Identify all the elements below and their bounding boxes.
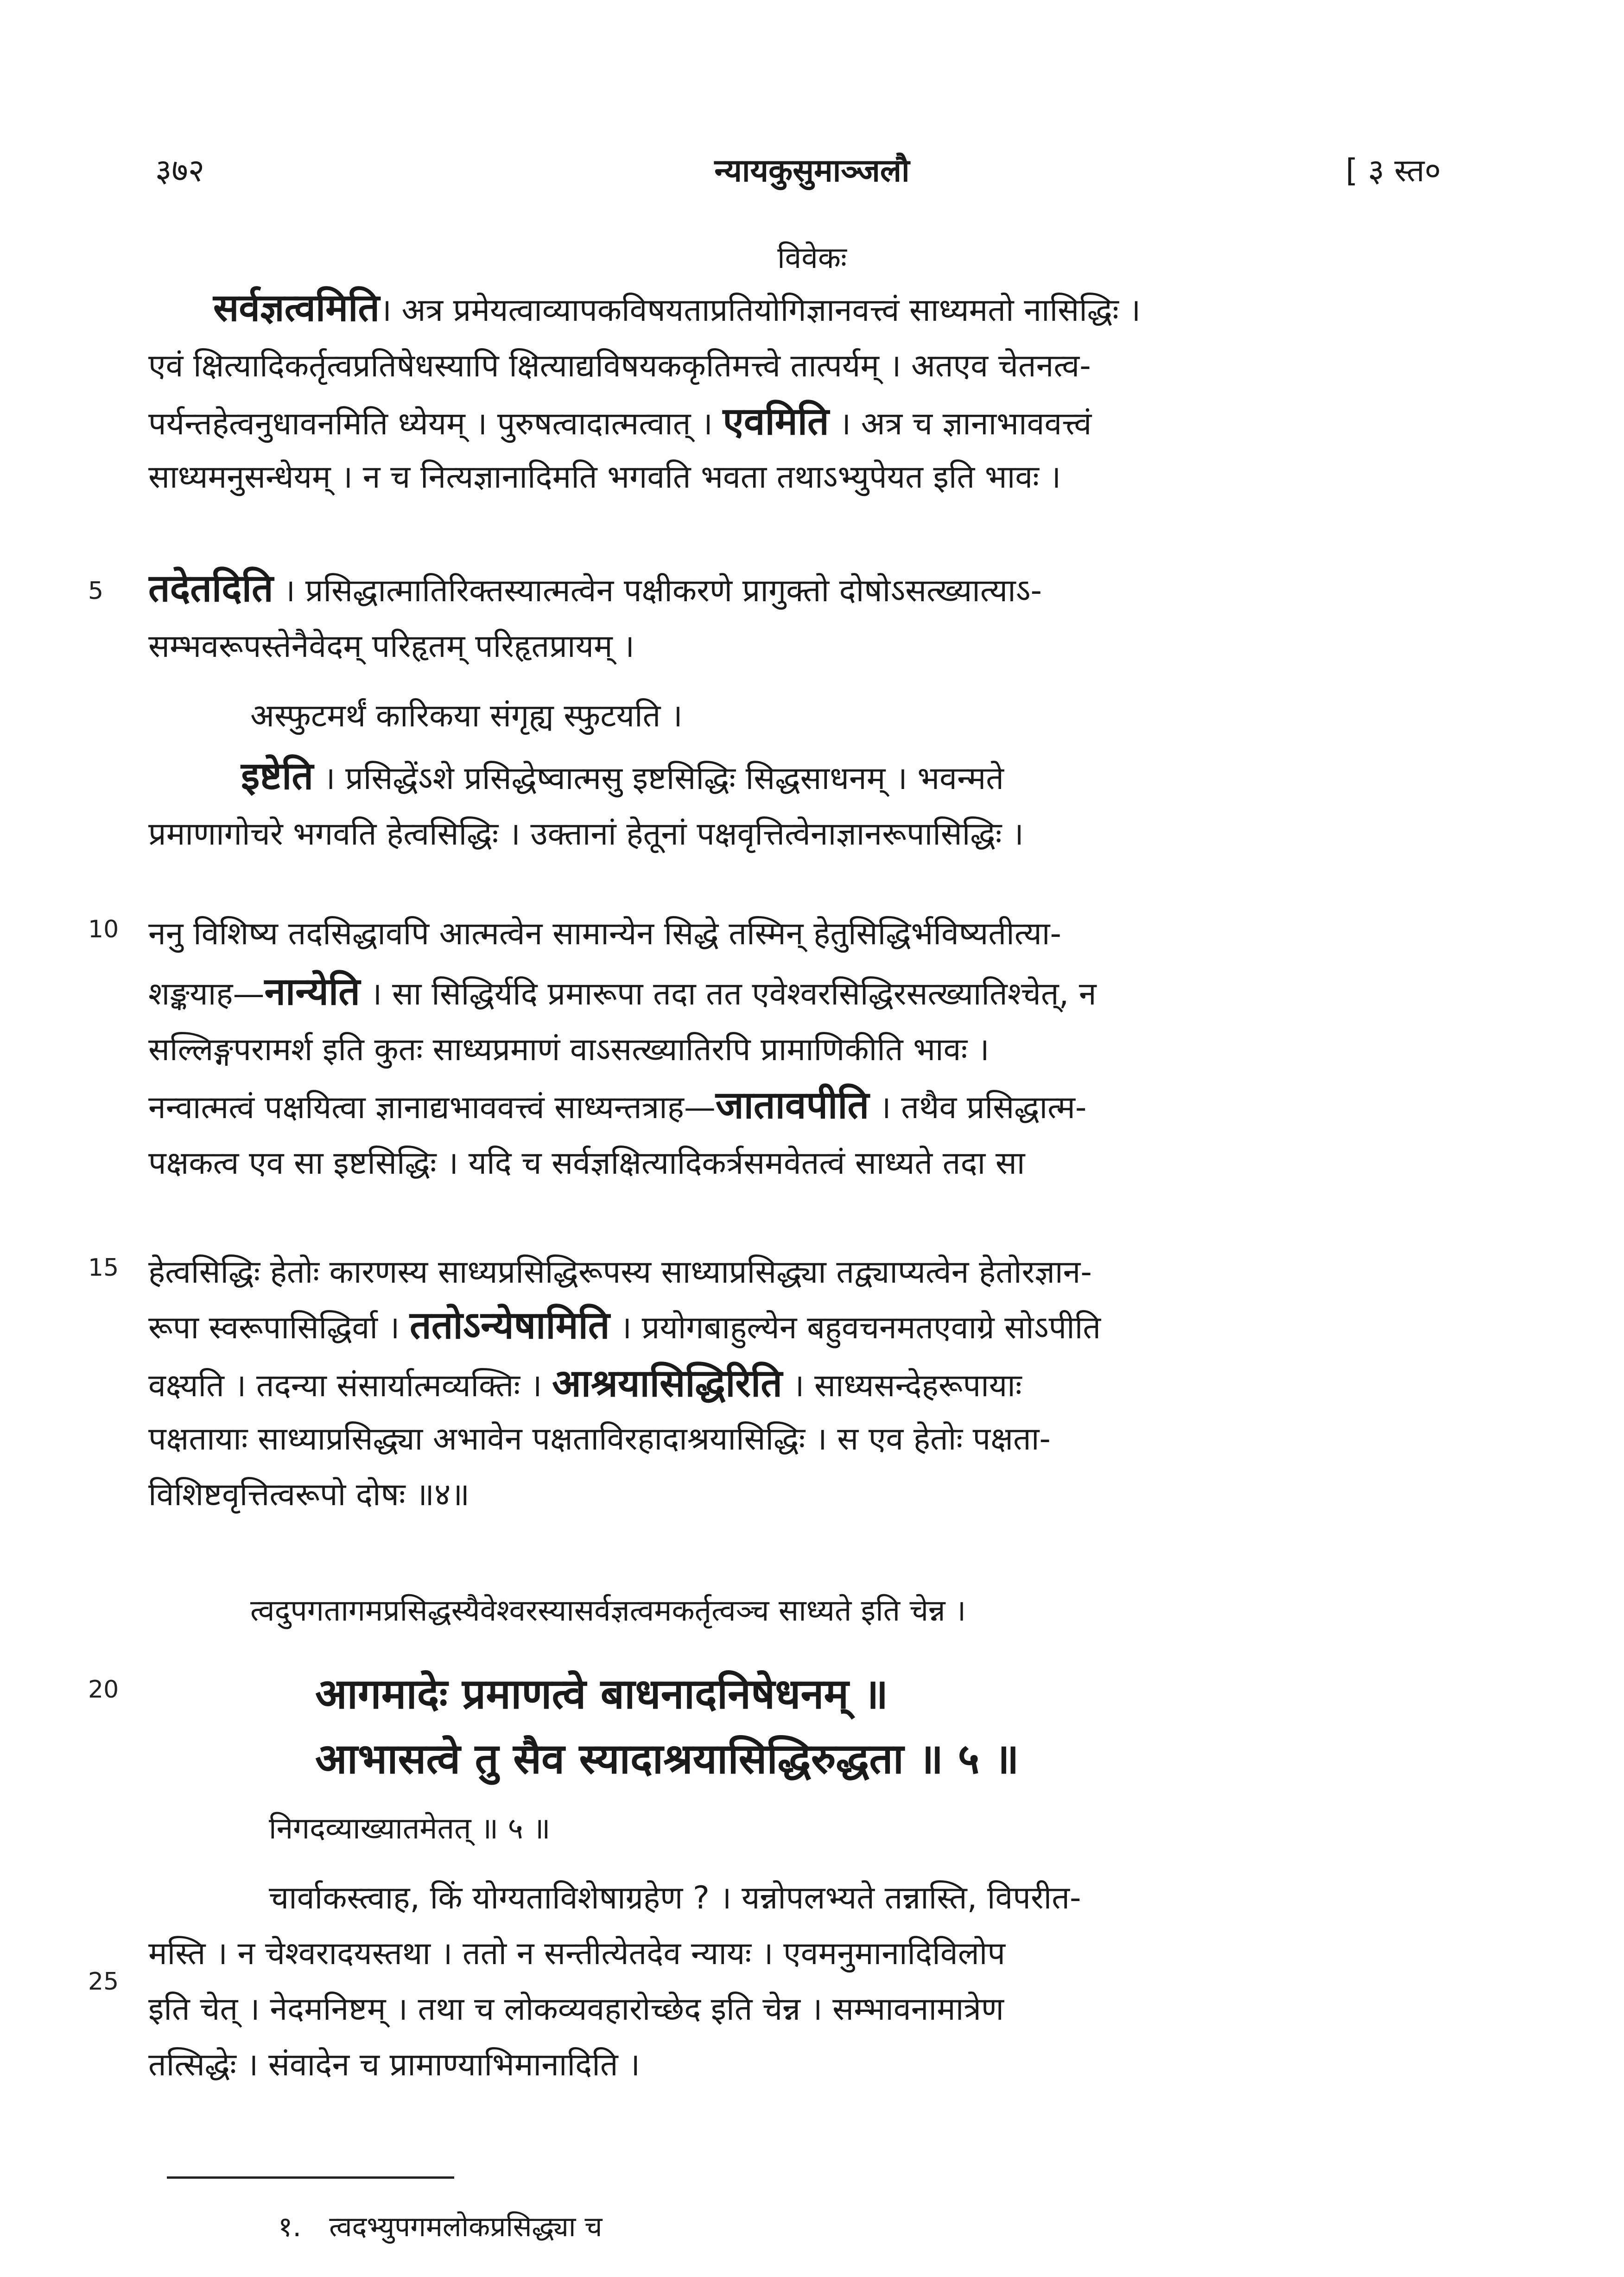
- text-line: वक्ष्यति । तदन्या संसार्यात्मव्यक्तिः । आश्रयासिद्धिरिति । साध्यसन्देहरूपायाः: [148, 1361, 1022, 1406]
- text-line: पक्षतायाः साध्याप्रसिद्ध्या अभावेन पक्षताविरहादाश्रयासिद्धिः । स एव हेतोः पक्षता-: [148, 1421, 1051, 1457]
- text-line: चार्वाकस्त्वाह, किं योग्यताविशेषाग्रहेण ? । यन्नोपलभ्यते तन्नास्ति, विपरीत-: [269, 1880, 1081, 1916]
- lemma: सर्वज्ञत्वमिति: [213, 286, 380, 330]
- text-line: साध्यमनुसन्धेयम् । न च नित्यज्ञानादिमति भगवति भवता तथाऽभ्युपेयत इति भावः ।: [148, 459, 1061, 496]
- line-number: 25: [88, 1968, 119, 1996]
- footnote-text: त्वदभ्युपगमलोकप्रसिद्ध्या च: [329, 2211, 603, 2243]
- text-line: तत्सिद्धेः । संवादेन च प्रामाण्याभिमानादिति ।: [148, 2047, 640, 2083]
- text-line: इष्टेति । प्रसिद्धेंऽशे प्रसिद्धेष्वात्मसु इष्टसिद्धिः सिद्धसाधनम् । भवन्मते: [241, 754, 1004, 798]
- text-line: एवं क्षित्यादिकर्तृत्वप्रतिषेधस्यापि क्षित्याद्यविषयककृतिमत्त्वे तात्पर्यम् । अतएव चेतनत्व-: [148, 348, 1091, 384]
- verse-line: आभासत्वे तु सैव स्यादाश्रयासिद्धिरुद्धता ॥ ५ ॥: [315, 1735, 1019, 1783]
- lemma: जातावपीति: [715, 1083, 869, 1127]
- lemma: तदेतदिति: [148, 566, 273, 611]
- text-line: शङ्कयाह—नान्येति । सा सिद्धिर्यदि प्रमारूपा तदा तत एवेश्वरसिद्धिरसत्ख्यातिश्चेत्, न: [148, 970, 1097, 1014]
- chapter-marker: [ ३ स्त०: [1345, 153, 1441, 189]
- text-line: पर्यन्तहेत्वनुधावनमिति ध्येयम् । पुरुषत्वादात्मत्वात् । एवमिति । अत्र च ज्ञानाभाववत्त्वं: [148, 400, 1092, 444]
- footnote-rule: [167, 2176, 454, 2179]
- text-line: सल्लिङ्गपरामर्श इति कुतः साध्यप्रमाणं वाऽसत्ख्यातिरपि प्रामाणिकीति भावः ।: [148, 1031, 990, 1068]
- text-line: सर्वज्ञत्वमिति। अत्र प्रमेयत्वाव्यापकविषयताप्रतियोगिज्ञानवत्त्वं साध्यमतो नासिद्धिः ।: [213, 286, 1141, 330]
- page-number: ३७२: [155, 153, 205, 189]
- text-line: नन्वात्मत्वं पक्षयित्वा ज्ञानाद्यभाववत्त्वं साध्यन्तत्राह—जातावपीति । तथैव प्रसिद्धात्म-: [148, 1083, 1087, 1127]
- lemma: ततोऽन्येषामिति: [409, 1304, 610, 1348]
- text-line: ननु विशिष्य तदसिद्धावपि आत्मत्वेन सामान्येन सिद्धे तस्मिन् हेतुसिद्धिर्भविष्यतीत्या-: [148, 916, 1062, 952]
- text-line: अस्फुटमर्थं कारिकया संगृह्य स्फुटयति ।: [250, 698, 683, 734]
- line-number: 20: [88, 1676, 119, 1704]
- lemma: आश्रयासिद्धिरिति: [552, 1361, 782, 1406]
- text-line: मस्ति । न चेश्वरादयस्तथा । ततो न सन्तीत्येतदेव न्यायः । एवमनुमानादिविलोप: [148, 1935, 1006, 1972]
- lemma: नान्येति: [264, 970, 360, 1014]
- text-line: इति चेत् । नेदमनिष्टम् । तथा च लोकव्यवहारोच्छेद इति चेन्न । सम्भावनामात्रेण: [148, 1991, 1004, 2028]
- text-line: हेत्वसिद्धिः हेतोः कारणस्य साध्यप्रसिद्धिरूपस्य साध्याप्रसिद्ध्या तद्व्याप्यत्वेन हेतोरज्ञान-: [148, 1254, 1092, 1291]
- lemma: इष्टेति: [241, 754, 314, 798]
- text-line: पक्षकत्व एव सा इष्टसिद्धिः । यदि च सर्वज्ञक्षित्यादिकर्त्रसमवेतत्वं साध्यते तदा सा: [148, 1145, 1025, 1182]
- line-number: 15: [88, 1254, 119, 1282]
- text-line: रूपा स्वरूपासिद्धिर्वा । ततोऽन्येषामिति । प्रयोगबाहुल्येन बहुवचनमतएवाग्रे सोऽपीति: [148, 1304, 1101, 1348]
- section-heading: विवेकः: [777, 241, 847, 275]
- footnote-mark: १.: [278, 2211, 302, 2243]
- running-header: [0, 147, 1624, 208]
- line-number: 10: [88, 916, 119, 943]
- prose-intro: त्वदुपगतागमप्रसिद्धस्यैवेश्वरस्यासर्वज्ञत्वमकर्तृत्वञ्च साध्यते इति चेन्न ।: [250, 1594, 966, 1628]
- footnote: [278, 2207, 603, 2245]
- text-line: विशिष्टवृत्तित्वरूपो दोषः ॥४॥: [148, 1476, 470, 1513]
- lemma: एवमिति: [723, 400, 829, 444]
- text-line: प्रमाणागोचरे भगवति हेत्वसिद्धिः । उक्तानां हेतूनां पक्षवृत्तित्वेनाज्ञानरूपासिद्धिः ।: [148, 816, 1024, 852]
- text-line: तदेतदिति । प्रसिद्धात्मातिरिक्तस्यात्मत्वेन पक्षीकरणे प्रागुक्तो दोषोऽसत्ख्यात्याऽ-: [148, 566, 1042, 611]
- line-number: 5: [88, 577, 104, 605]
- text-line: सम्भवरूपस्तेनैवेदम् परिहृतम् परिहृतप्रायम् ।: [148, 628, 635, 665]
- book-title: न्यायकुसुमाञ्जलौ: [714, 153, 910, 189]
- verse-line: आगमादेः प्रमाणत्वे बाधनादनिषेधनम् ॥: [315, 1670, 888, 1718]
- verse-gloss: निगदव्याख्यातमेतत् ॥ ५ ॥: [269, 1812, 551, 1846]
